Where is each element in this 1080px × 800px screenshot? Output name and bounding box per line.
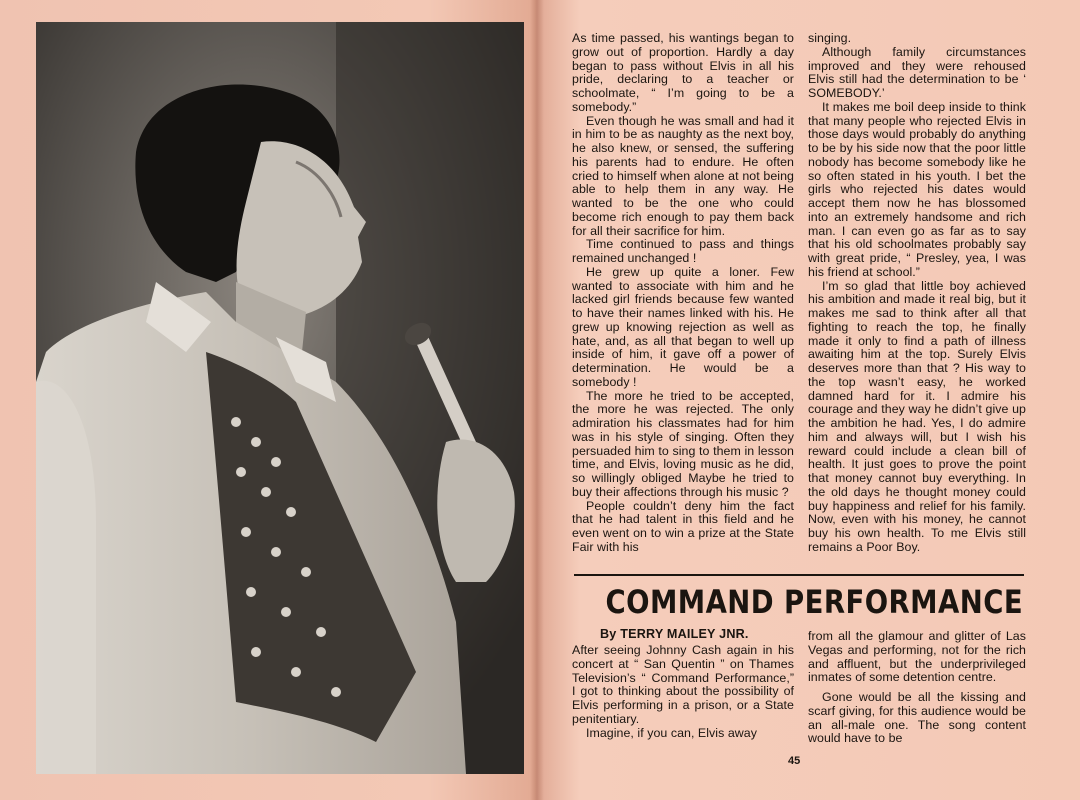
paragraph: Imagine, if you can, Elvis away [586,725,757,740]
paragraph: As time passed, his wantings began to grow out of proportion. Hardly a day began to pass without Elvis in all his pride, declaring to a teacher or schoolmate, “ I’m going to be a somebody.” [572,31,794,114]
performer-photo-illustration [36,22,524,774]
paragraph: People couldn’t deny him the fact that he had talent in this field and he even went on to win a prize at the State Fair with his [572,498,794,554]
article-column-4 [808,630,1026,746]
article-byline: By TERRY MAILEY JNR. [600,627,749,641]
article-headline: COMMAND PERFORMANCE [605,583,1024,621]
performer-photo [36,22,524,774]
paragraph: Time continued to pass and things remained unchanged ! [572,237,794,265]
paragraph: Gone would be all the kissing and scarf giving, for this audience would be an all-male one. The song content would have to be [808,690,1026,746]
article-column-2 [808,32,1026,555]
left-page [0,0,536,800]
page-gutter [530,0,544,800]
paragraph: from all the glamour and glitter of Las Vegas and performing, not for the rich and affluent, but the underprivileged inmates of some detention centre. [808,629,1026,685]
paragraph: singing. [808,31,852,45]
article-column-3 [572,644,794,740]
paragraph: Although family circumstances improved and they were rehoused Elvis still had the determination to be ‘ SOMEBODY.’ [808,44,1026,100]
paragraph: He grew up quite a loner. Few wanted to associate with him and he lacked girl friends because few wanted to have their names linked with his. He grew up knowing rejection as well as hate, and, as all that began to well up inside of him, it gave off a power of determination. He would be a somebody ! [572,264,794,389]
paragraph: The more he tried to be accepted, the more he was rejected. The only admiration his classmates had for him was in his style of singing. Often they persuaded him to sing to them in lesson time, and Elvis, loving music as he did, so willingly obliged Maybe he tried to buy their affections through his music ? [572,388,794,499]
article-column-1 [572,32,794,555]
paragraph: It makes me boil deep inside to think that many people who rejected Elvis in those days would probably do anything to be by his side now that the poor little nobody has become somebody like he so often stated in his youth. I bet the girls who rejected his dates would accept them now he has blossomed into an extremely handsome and rich man. I can even go as far as to say that his old schoolmates probably say with great pride, “ Presley, yea, I was his friend at school.” [808,99,1026,279]
paragraph: I’m so glad that little boy achieved his ambition and made it real big, but it makes me sad to think after all that fighting to reach the top, he finally made it only to find a path of illness awaiting him at the top. Surely Elvis deserves more than that ? His way to the top wasn’t easy, he worked damned hard for it. I admire his courage and they way he didn’t give up the ambition he had. Yes, I do admire him and always will, but I wish his reward could include a clean bill of health. It just goes to prove the point that money cannot buy everything. In the old days he thought money could buy happiness and relief for his family. Now, even with his money, he cannot buy his own health. To me Elvis still remains a Poor Boy. [808,278,1026,554]
page-number: 45 [788,755,801,767]
paragraph: Even though he was small and had it in him to be as naughty as the next boy, he also knew, or sensed, the suffering his parents had to endure. He often cried to himself when alone at not being able to help them in any way. He wanted to be the one who could become rich enough to pay them back for all their sacrifice for him. [572,113,794,238]
section-divider [574,574,1024,576]
paragraph: After seeing Johnny Cash again in his concert at “ San Quentin ” on Thames Television’s “ Command Performance,” I got to thinking about the possibility of Elvis performing in a prison, or a State penitentiary. [572,643,794,726]
